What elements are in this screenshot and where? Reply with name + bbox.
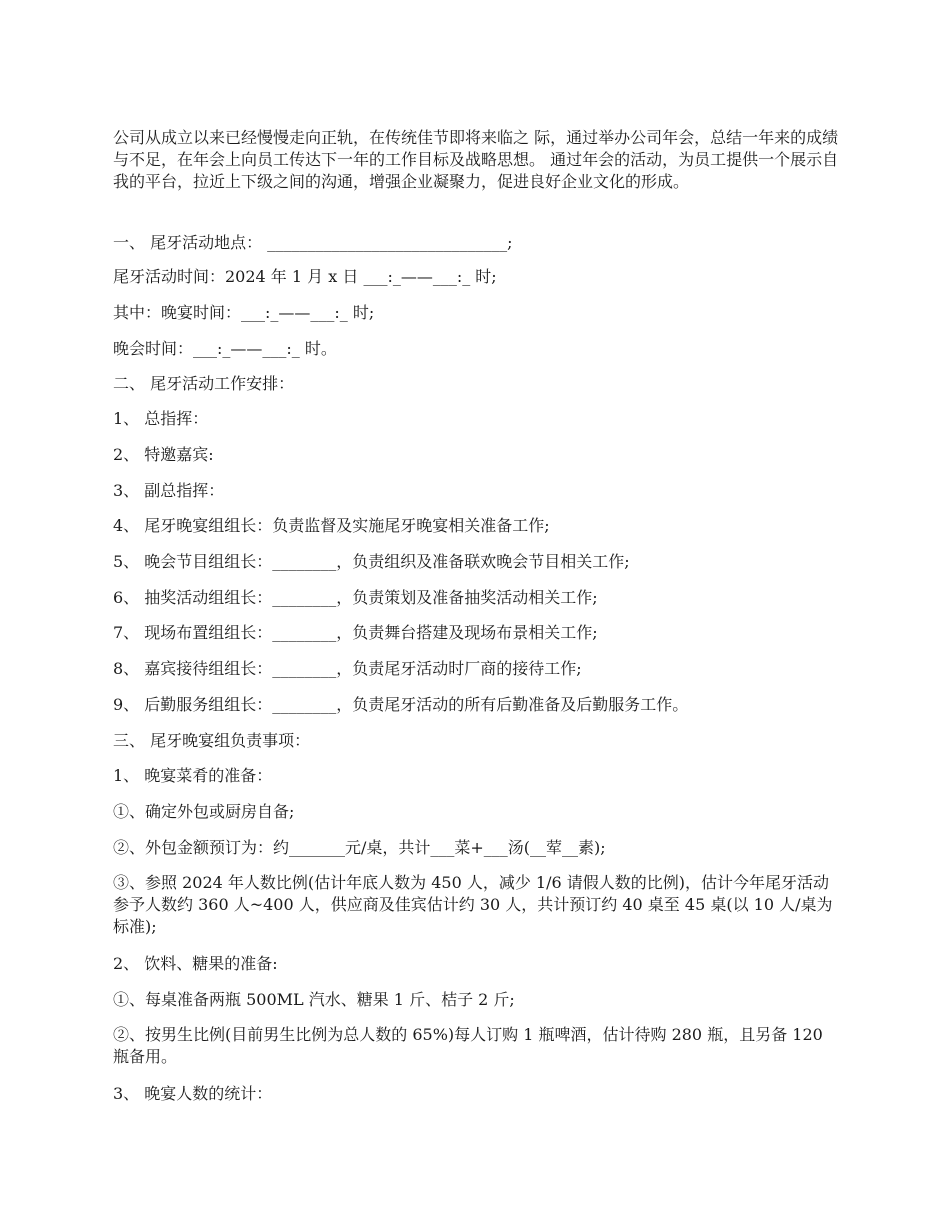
list-item: 4、 尾牙晚宴组组长：负责监督及实施尾牙晚宴相关准备工作; (113, 516, 550, 535)
list-item: ①、每桌准备两瓶 500ML 汽水、糖果 1 斤、桔子 2 斤; (113, 990, 515, 1009)
section-2-heading: 二、 尾牙活动工作安排： (113, 374, 295, 393)
intro-paragraph: 公司从成立以来已经慢慢走向正轨，在传统佳节即将来临之 际，通过举办公司年会，总结一年来的成绩与不足，在年会上向员工传达下一年的工作目标及战略思想。 通过年会的活动，为员工提供一个展示自我的平台，拉近上下级之间的沟通，增强企业凝聚力，促进良好企业文化的形成。 (113, 128, 839, 191)
list-item: 9、 后勤服务组组长：________，负责尾牙活动的所有后勤准备及后勤服务工作。 (113, 695, 689, 714)
list-item: 2、 特邀嘉宾: (113, 445, 214, 464)
list-item: 1、 晚宴菜肴的准备： (113, 766, 273, 785)
list-item: 8、 嘉宾接待组组长：________，负责尾牙活动时厂商的接待工作; (113, 659, 582, 678)
event-time-line: 尾牙活动时间：2024 年 1 月 x 日 ___:_——___:_ 时; (113, 267, 497, 286)
list-item: ②、外包金额预订为：约_______元/桌，共计___菜+___汤(__荤__素); (113, 838, 606, 857)
beer-paragraph: ②、按男生比例(目前男生比例为总人数的 65%)每人订购 1 瓶啤酒，估计待购 280 瓶，且另备 120 瓶备用。 (113, 1025, 823, 1066)
list-item: 3、 副总指挥： (113, 481, 225, 500)
gala-time-line: 晚会时间：___:_——___:_ 时。 (113, 339, 337, 358)
list-item: 5、 晚会节目组组长：________，负责组织及准备联欢晚会节目相关工作; (113, 552, 630, 571)
drinks-heading: 2、 饮料、糖果的准备: (113, 954, 278, 973)
list-item: 1、 总指挥： (113, 409, 209, 428)
list-item: 7、 现场布置组组长：________，负责舞台搭建及现场布景相关工作; (113, 623, 598, 642)
list-item: 6、 抽奖活动组组长：________，负责策划及准备抽奖活动相关工作; (113, 588, 598, 607)
list-item: ①、确定外包或厨房自备; (113, 802, 295, 821)
headcount-heading: 3、 晚宴人数的统计： (113, 1084, 273, 1103)
section-3-heading: 三、 尾牙晚宴组负责事项： (113, 731, 311, 750)
banquet-time-line: 其中：晚宴时间：___:_——___:_ 时; (113, 303, 375, 322)
headcount-paragraph: ③、参照 2024 年人数比例(估计年底人数为 450 人，减少 1/6 请假人数的比例)，估计今年尾牙活动参予人数约 360 人~400 人，供应商及佳宾估计约 30 人，共计预订约 40 桌至 45 桌(以 10 人/桌为标准); (113, 873, 833, 936)
venue-line: 一、 尾牙活动地点： ______________________________; (113, 233, 513, 252)
